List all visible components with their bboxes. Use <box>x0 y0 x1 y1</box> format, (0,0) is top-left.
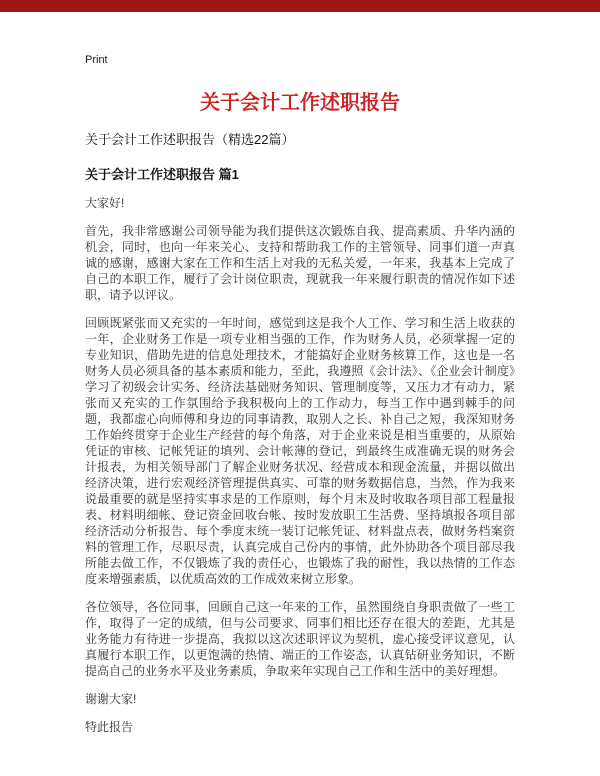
document-content <box>0 12 600 735</box>
print-button[interactable]: Print <box>85 54 108 66</box>
paragraph: 各位领导，各位同事，回顾自己这一年来的工作，虽然围绕自身职责做了一些工作，取得了一定的成绩，但与公司要求、同事们相比还存在很大的差距，尤其是业务能力有待进一步提高，我拟以这次述职评议为契机，虚心接受评议意见，认真履行本职工作，以更饱满的热情、端正的工作姿态，认真钻研业务知识，不断提高自己的业务水平及业务素质，争取来年实现自己工作和生活中的美好理想。 <box>85 600 515 678</box>
top-accent-bar <box>0 0 600 12</box>
page-title: 关于会计工作述职报告 <box>200 92 400 114</box>
paragraph: 回顾既紧张而又充实的一年时间，感觉到这是我个人工作、学习和生活上收获的一年，企业财务工作是一项专业相当强的工作，作为财务人员，必须掌握一定的专业知识，借助先进的信息处理技术，才能搞好企业财务核算工作，这也是一名财务人员必须具备的基本素质和能力，至此，我遵照《会计法》、《企业会计制度》学习了初级会计实务、经济法基础财务知识、管理制度等，又压力才有动力，紧张而又充实的工作氛围给予我积极向上的工作动力，每当工作中遇到棘手的问题，我都虚心向师傅和身边的同事请教，取别人之长、补自己之短，我深知财务工作始终贯穿于企业生产经营的每个角落，对于企业来说是相当重要的，从原始凭证的审核、记帐凭证的填列、会计帐薄的登记，到最终生成准确无误的财务会计报表，为相关领导部门了解企业财务状况、经营成本和现金流量，并据以做出经济决策，进行宏观经济管理提供真实、可靠的财务数据信息，当然，作为我来说最重要的就是坚持实事求是的工作原则，每个月末及时收取各项目部工程量报表、材料明细帐、登记资金回收台帐、按时发放职工生活费、坚持填报各项目部经济活动分析报告、每个季度末统一装订记帐凭证、材料盘点表，做财务档案资料的管理工作，尽职尽责，认真完成自己份内的事情，此外协助各个项目部尽我所能去做工作，不仅锻炼了我的责任心，也锻炼了我的耐性，我以热情的工作态度来增强素质，以优质高效的工作成效来树立形象。 <box>85 316 515 586</box>
signoff-text: 特此报告 <box>85 720 134 734</box>
paragraph: 首先，我非常感谢公司领导能为我们提供这次锻炼自我、提高素质、升华内涵的机会，同时，也向一年来关心、支持和帮助我工作的主管领导、同事们道一声真诚的感谢，感谢大家在工作和生活上对我的无私关爱，一年来，我基本上完成了自己的本职工作，履行了会计岗位职责，现就我一年来履行职责的情况作如下述职，请予以评议。 <box>85 224 515 302</box>
section-heading: 关于会计工作述职报告 篇1 <box>85 167 239 182</box>
greeting-text: 大家好! <box>85 196 125 210</box>
document-subtitle: 关于会计工作述职报告（精选22篇） <box>85 132 295 147</box>
closing-text: 谢谢大家! <box>85 692 137 706</box>
